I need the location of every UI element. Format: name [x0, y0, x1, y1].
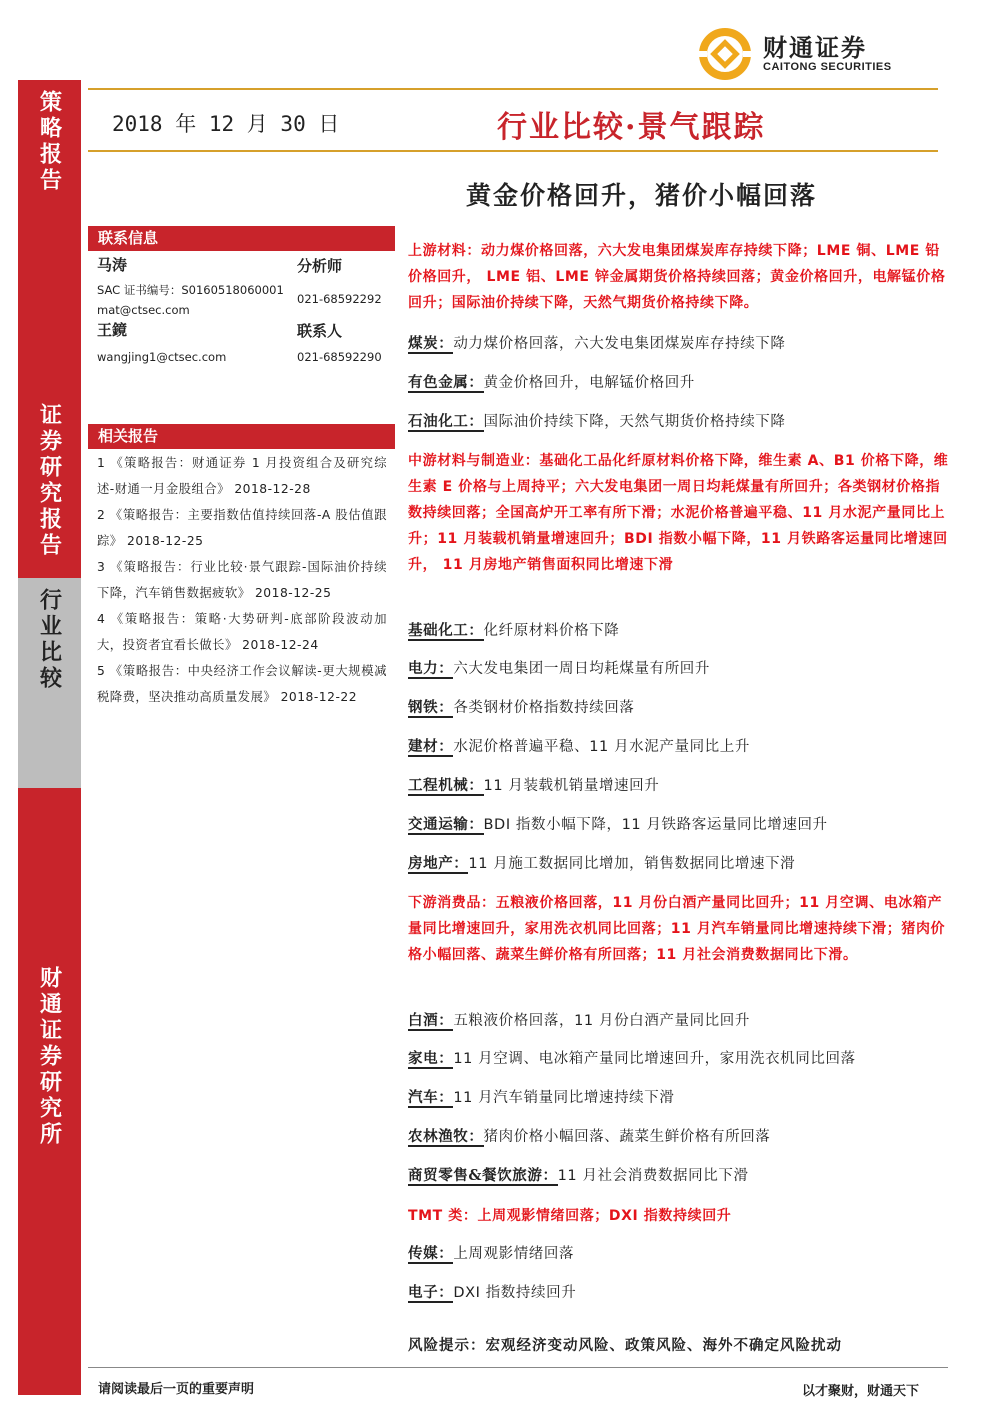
upstream-item: 石油化工：国际油价持续下降，天然气期货价格持续下降	[408, 413, 786, 430]
page-title: 黄金价格回升，猪价小幅回落	[466, 181, 818, 210]
downstream-item: 农林渔牧：猪肉价格小幅回落、蔬菜生鲜价格有所回落	[408, 1128, 771, 1145]
side-label-industry: 行业比较	[18, 578, 81, 788]
analyst-sac: SAC 证书编号：S0160518060001	[97, 283, 284, 297]
midstream-item: 电力：六大发电集团一周日均耗煤量有所回升	[408, 660, 711, 677]
contact-name: 王鏡	[97, 321, 128, 339]
midstream-item: 基础化工：化纤原材料价格下降	[408, 622, 620, 639]
header-rule-top	[88, 88, 938, 90]
report-series-title: 行业比较·景气跟踪	[497, 110, 766, 145]
logo-en-text: CAITONG SECURITIES	[763, 61, 892, 73]
upstream-summary: 上游材料：动力煤价格回落，六大发电集团煤炭库存持续下降；LME 铜、LME 铅价格回升， LME 铝、LME 锌金属期货价格持续回落；黄金价格回升，电解锰价格回升；国际油价持续下降，天然气期货价格持续下降。	[408, 243, 946, 311]
related-section-header: 相关报告	[88, 424, 395, 449]
contact-phone: 021-68592290	[297, 350, 382, 364]
downstream-item: 商贸零售&餐饮旅游：11 月社会消费数据同比下滑	[408, 1167, 749, 1184]
downstream-item: 汽车：11 月汽车销量同比增速持续下滑	[408, 1089, 675, 1106]
contact-email[interactable]: wangjing1@ctsec.com	[97, 350, 227, 364]
related-report-item[interactable]: 4 《策略报告：策略·大势研判-底部阶段波动加大，投资者宜看长做长》 2018-12-24	[97, 612, 387, 652]
related-report-list	[97, 450, 387, 710]
midstream-item: 钢铁：各类钢材价格指数持续回落	[408, 699, 635, 716]
midstream-summary: 中游材料与制造业：基础化工品化纤原材料价格下降，维生素 A、B1 价格下降，维生素 E 价格与上周持平；六大发电集团一周日均耗煤量有所回升；各类钢材价格指数持续回落；全国高炉开工率有所下滑；水泥价格普遍平稳、11 月水泥产量同比上升；11 月装载机销量增速回升；BDI 指数小幅下降，11 月铁路客运量同比增速回升， 11 月房地产销售面积同比增速下滑	[408, 453, 949, 573]
logo-emblem-icon	[695, 24, 755, 84]
footer-disclaimer-note: 请阅读最后一页的重要声明	[98, 1382, 255, 1397]
header-rule-bottom	[88, 150, 938, 152]
midstream-item: 交通运输：BDI 指数小幅下降，11 月铁路客运量同比增速回升	[408, 816, 828, 833]
side-label-strategy: 策略报告	[18, 80, 81, 393]
analyst-email[interactable]: mat@ctsec.com	[97, 303, 190, 317]
midstream-item: 建材：水泥价格普遍平稳、11 月水泥产量同比上升	[408, 738, 750, 755]
analyst-role: 分析师	[297, 257, 343, 275]
midstream-item: 工程机械：11 月装载机销量增速回升	[408, 777, 660, 794]
related-report-item[interactable]: 1 《策略报告：财通证券 1 月投资组合及研究综述-财通一月金股组合》 2018-12-28	[97, 456, 387, 496]
downstream-summary: 下游消费品：五粮液价格回落，11 月份白酒产量同比回升；11 月空调、电冰箱产量同比增速回升，家用洗衣机同比回落；11 月汽车销量同比增速持续下滑；猪肉价格小幅回落、蔬菜生鲜价格有所回落；11 月社会消费数据同比下滑。	[408, 895, 946, 963]
downstream-item: 家电：11 月空调、电冰箱产量同比增速回升，家用洗衣机同比回落	[408, 1050, 856, 1067]
related-report-item[interactable]: 3 《策略报告：行业比较·景气跟踪-国际油价持续下降，汽车销售数据疲软》 2018-12-25	[97, 560, 387, 600]
upstream-item: 煤炭：动力煤价格回落，六大发电集团煤炭库存持续下降	[408, 335, 786, 352]
upstream-item: 有色金属：黄金价格回升，电解锰价格回升	[408, 374, 695, 391]
contact-role: 联系人	[297, 322, 343, 340]
tmt-item: 传媒：上周观影情绪回落	[408, 1245, 575, 1262]
side-label-institute: 财通证券研究所	[18, 788, 81, 1395]
downstream-item: 白酒：五粮液价格回落，11 月份白酒产量同比回升	[408, 1012, 750, 1029]
risk-warning: 风险提示：宏观经济变动风险、政策风险、海外不确定风险扰动	[408, 1337, 842, 1354]
footer-slogan: 以才聚财，财通天下	[802, 1384, 920, 1399]
tmt-summary: TMT 类：上周观影情绪回落；DXI 指数持续回升	[408, 1208, 732, 1224]
caitong-logo	[695, 24, 892, 84]
footer-rule	[88, 1367, 948, 1368]
related-report-item[interactable]: 5 《策略报告：中央经济工作会议解读-更大规模减税降费，坚决推动高质量发展》 2018-12-22	[97, 664, 387, 704]
contact-section-header: 联系信息	[88, 226, 395, 251]
related-report-item[interactable]: 2 《策略报告：主要指数估值持续回落-A 股估值跟踪》 2018-12-25	[97, 508, 387, 548]
midstream-item: 房地产：11 月施工数据同比增加，销售数据同比增速下滑	[408, 855, 796, 872]
side-label-research: 证券研究报告	[18, 393, 81, 578]
analyst-phone: 021-68592292	[297, 292, 382, 306]
report-date: 2018 年 12 月 30 日	[112, 112, 340, 136]
tmt-item: 电子：DXI 指数持续回升	[408, 1284, 577, 1301]
logo-cn-text: 财通证券	[763, 33, 867, 62]
analyst-name: 马涛	[97, 256, 128, 274]
